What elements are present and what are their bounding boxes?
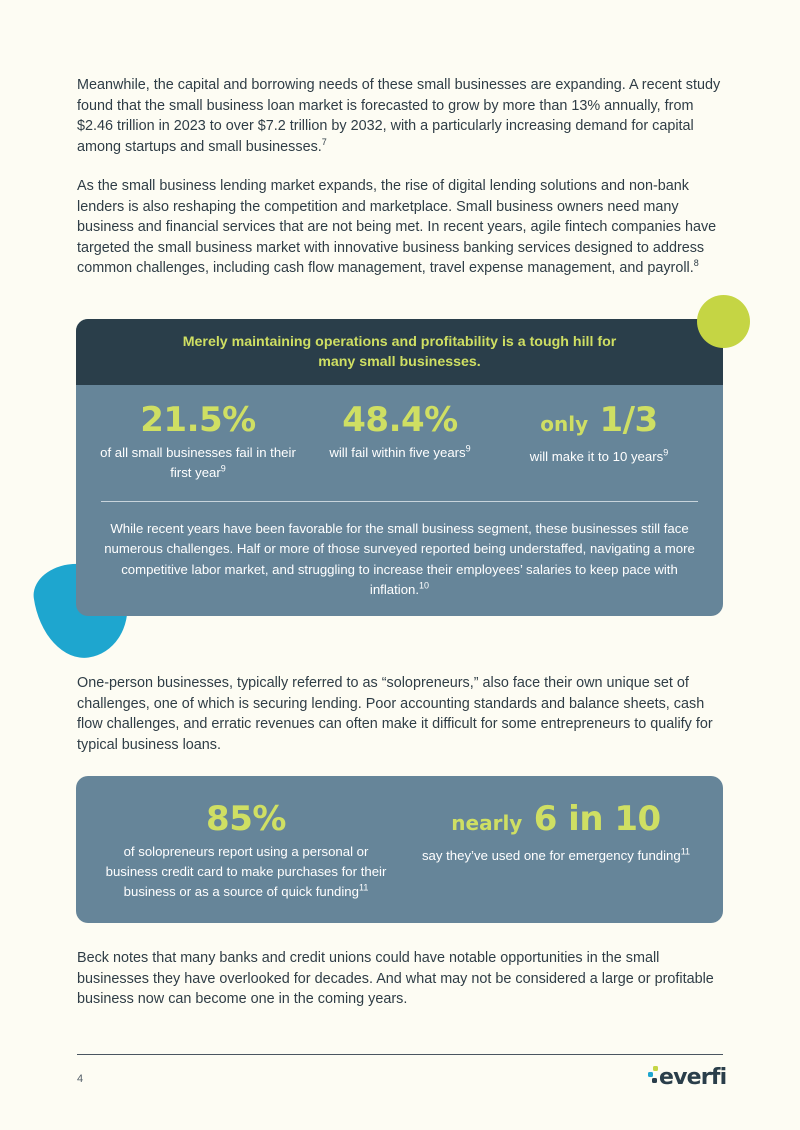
callout-header (76, 319, 723, 385)
stat-value: 85% (206, 799, 286, 839)
everfi-logo (646, 1062, 726, 1094)
intro-paragraph-1: Meanwhile, the capital and borrowing needs of these small businesses are expanding. A recent study found that the small business loan market is forecasted to grow by more than 13% annually, from $2.46 trillion in 2023 to over $7.2 trillion by 2032, with a particularly increasing demand for capital among startups and small businesses.$^7$ (77, 77, 721, 155)
callout-divider (101, 501, 698, 502)
footnote-ref: 9 (220, 463, 226, 474)
closing-paragraph: Beck notes that many banks and credit unions could have notable opportunities in the small businesses they have overlooked for decades. And what may not be considered a large or profitable business now can become one in the coming years. (77, 950, 714, 1007)
footnote-ref: 10 (419, 580, 430, 591)
solopreneur-paragraph: One-person businesses, typically referred to as “solopreneurs,” also face their own unique set of challenges, one of which is securing lending. Poor accounting standards and balance sheets, cash flow challenges, and erratic revenues can often make it difficult for some entrepreneurs to qualify for typical business loans. (77, 675, 713, 753)
stat-emergency-funding (408, 798, 704, 866)
footnote-ref: 11 (680, 846, 691, 857)
stat-value: nearly 6 in 10 (451, 799, 661, 839)
stat-prefix: nearly (451, 811, 523, 835)
footnote-ref: 8 (693, 258, 699, 269)
logo-dots-icon (646, 1066, 660, 1086)
stat-prefix: only (540, 412, 589, 436)
stat-description: of all small businesses fail in their first year (100, 445, 296, 480)
stat-description: of solopreneurs report using a personal or business credit card to make purchases for their business or as a source of quick funding (105, 844, 387, 899)
stat-credit-card-usage (98, 798, 394, 902)
stat-value: 48.4% (342, 400, 458, 440)
callout-heading: Merely maintaining operations and profitability is a tough hill for many small businesses. (182, 334, 617, 370)
stat-value: only 1/3 (540, 400, 658, 440)
footnote-ref: 9 (663, 447, 669, 458)
stat-value: 21.5% (140, 400, 256, 440)
logo-wordmark: everfi (659, 1065, 727, 1090)
intro-paragraph-2: As the small business lending market expands, the rise of digital lending solutions and non-bank lenders is also reshaping the competition and marketplace. Small business owners need many business and financial services that are not being met. In recent years, agile fintech companies have targeted the small business market with innovative business banking services designed to address common challenges, including cash flow management, travel expense management, and payroll.$^8$ (77, 178, 717, 276)
stat-ten-years (504, 399, 694, 467)
stats-callout-box (76, 319, 723, 616)
footnote-ref: 11 (358, 882, 369, 893)
decorative-green-circle (697, 295, 750, 348)
callout-body: While recent years have been favorable for the small business segment, these businesses still face numerous challenges. Half or more of those surveyed reported being understaffed, navigating a more competitive labor market, and struggling to increase their employees’ salaries to keep pace with inflation.$^{10}$ (104, 521, 695, 597)
stat-five-years (306, 399, 494, 463)
stat-description: will fail within five years (329, 445, 466, 460)
stat-first-year (96, 399, 300, 483)
page-number: 4 (77, 1073, 84, 1085)
footer-divider (77, 1054, 723, 1055)
footnote-ref: 7 (321, 136, 327, 147)
footnote-ref: 9 (465, 443, 471, 454)
stat-description: will make it to 10 years (529, 449, 664, 464)
stat-description: say they’ve used one for emergency funding (421, 848, 681, 863)
solopreneur-stats-box (76, 776, 723, 923)
